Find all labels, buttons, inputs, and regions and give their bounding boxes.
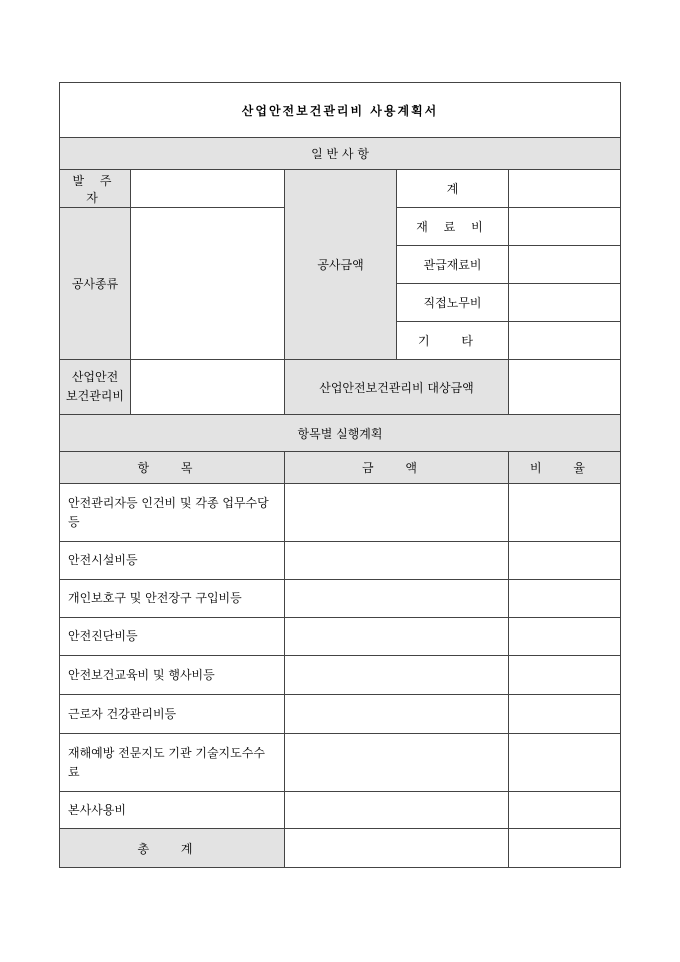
target-amount-label: 산업안전보건관리비 대상금액	[285, 360, 509, 415]
item-label: 재해예방 전문지도 기관 기술지도수수료	[60, 734, 285, 792]
item-ratio-cell[interactable]	[509, 580, 621, 618]
item-label: 본사사용비	[60, 792, 285, 829]
safety-cost-label-line1: 산업안전	[71, 370, 119, 384]
contract-amount-label: 공사금액	[285, 170, 397, 360]
amount-total-label: 계	[397, 170, 509, 208]
safety-cost-value[interactable]	[131, 360, 285, 415]
table-row	[60, 792, 621, 829]
item-amount-cell[interactable]	[285, 580, 509, 618]
material-cost-label: 재 료 비	[397, 208, 509, 246]
other-cost-value[interactable]	[509, 322, 621, 360]
item-ratio-cell[interactable]	[509, 542, 621, 580]
total-ratio-cell[interactable]	[509, 829, 621, 868]
item-label: 안전진단비등	[60, 618, 285, 656]
supplied-material-label: 관급재료비	[397, 246, 509, 284]
table-row	[60, 484, 621, 542]
amount-column-header: 금 액	[285, 452, 509, 484]
item-label: 안전보건교육비 및 행사비등	[60, 656, 285, 695]
table-row	[60, 656, 621, 695]
direct-labor-value[interactable]	[509, 284, 621, 322]
table-row	[60, 580, 621, 618]
item-ratio-cell[interactable]	[509, 695, 621, 734]
total-label: 총 계	[60, 829, 285, 868]
form-title: 산업안전보건관리비 사용계획서	[60, 83, 621, 138]
item-amount-cell[interactable]	[285, 734, 509, 792]
ratio-column-header: 비 율	[509, 452, 621, 484]
item-ratio-cell[interactable]	[509, 484, 621, 542]
item-amount-cell[interactable]	[285, 792, 509, 829]
direct-labor-label: 직접노무비	[397, 284, 509, 322]
item-amount-cell[interactable]	[285, 618, 509, 656]
safety-cost-plan-form	[59, 82, 621, 868]
item-label: 근로자 건강관리비등	[60, 695, 285, 734]
item-label: 안전관리자등 인건비 및 각종 업무수당등	[60, 484, 285, 542]
safety-cost-label	[60, 360, 131, 415]
client-value[interactable]	[131, 170, 285, 208]
table-row	[60, 734, 621, 792]
item-amount-cell[interactable]	[285, 695, 509, 734]
item-ratio-cell[interactable]	[509, 656, 621, 695]
item-ratio-cell[interactable]	[509, 618, 621, 656]
table-row	[60, 542, 621, 580]
item-ratio-cell[interactable]	[509, 734, 621, 792]
construction-type-value[interactable]	[131, 208, 285, 360]
table-row	[60, 618, 621, 656]
safety-cost-label-line2: 보건관리비	[66, 389, 124, 403]
item-amount-cell[interactable]	[285, 656, 509, 695]
item-label: 개인보호구 및 안전장구 구입비등	[60, 580, 285, 618]
construction-type-label: 공사종류	[60, 208, 131, 360]
client-label: 발 주 자	[60, 170, 131, 208]
item-amount-cell[interactable]	[285, 484, 509, 542]
item-column-header: 항 목	[60, 452, 285, 484]
supplied-material-value[interactable]	[509, 246, 621, 284]
item-label: 안전시설비등	[60, 542, 285, 580]
plan-section-header: 항목별 실행계획	[60, 415, 621, 452]
item-ratio-cell[interactable]	[509, 792, 621, 829]
amount-total-value[interactable]	[509, 170, 621, 208]
other-cost-label: 기 타	[397, 322, 509, 360]
material-cost-value[interactable]	[509, 208, 621, 246]
target-amount-value[interactable]	[509, 360, 621, 415]
table-row	[60, 695, 621, 734]
item-amount-cell[interactable]	[285, 542, 509, 580]
general-section-header: 일 반 사 항	[60, 138, 621, 170]
total-amount-cell[interactable]	[285, 829, 509, 868]
